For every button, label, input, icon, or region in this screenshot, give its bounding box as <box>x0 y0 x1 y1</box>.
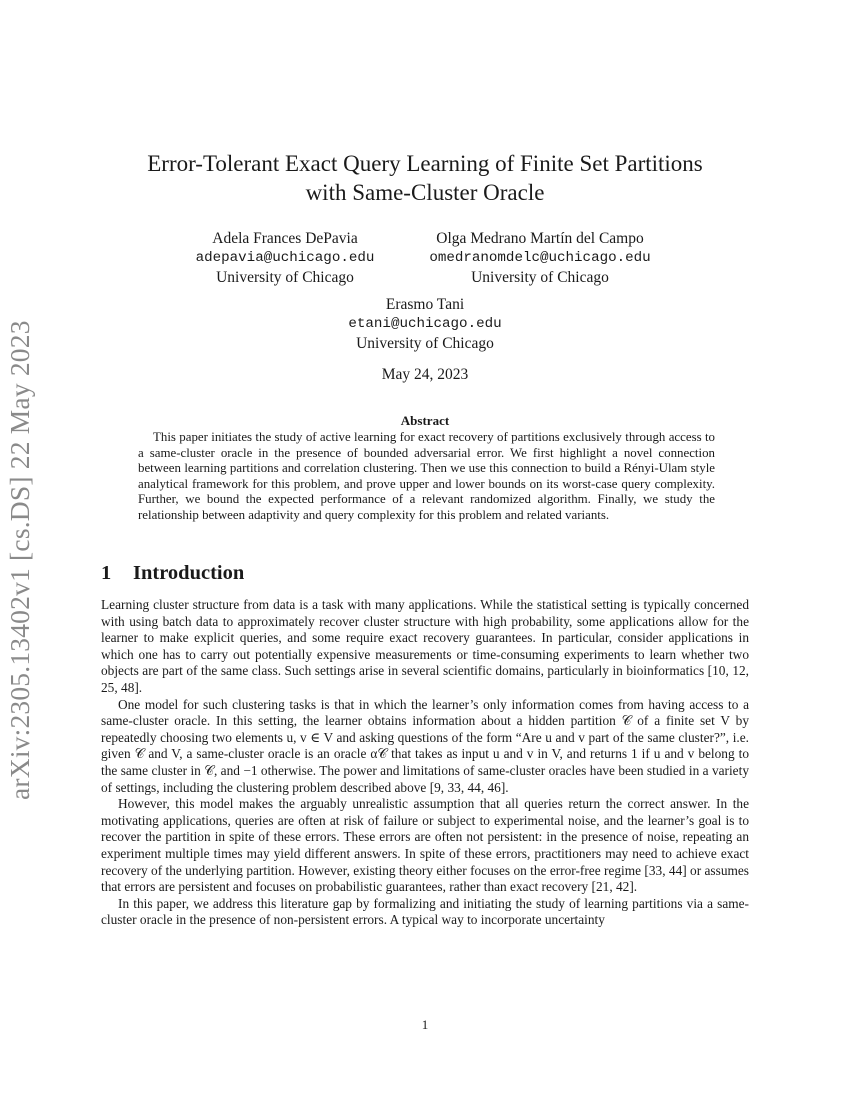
abstract-heading: Abstract <box>400 413 450 428</box>
paper-date: May 24, 2023 <box>381 366 469 383</box>
author-affiliation: University of Chicago <box>356 335 494 352</box>
author-name: Erasmo Tani <box>385 296 465 313</box>
title-line-2: with Same-Cluster Oracle <box>305 180 545 205</box>
arxiv-stamp: arXiv:2305.13402v1 [cs.DS] 22 May 2023 <box>4 320 35 800</box>
section-number: 1 <box>101 562 112 584</box>
author-email[interactable]: adepavia@uchicago.edu <box>195 249 375 266</box>
section-heading <box>101 562 244 585</box>
author-affiliation: University of Chicago <box>216 269 354 286</box>
title-line-1: Error-Tolerant Exact Query Learning of Finite Set Partitions <box>147 151 703 176</box>
abstract-text: This paper initiates the study of active learning for exact recovery of partitions exclusively through access to a same-cluster oracle in the presence of bounded adversarial error. We first highlight a novel connection between learning partitions and correlation clustering. Then we use this connection to build a Rényi-Ulam style analytical framework for this problem, and prove upper and lower bounds on its worst-case query complexity. Further, we bound the expected performance of a relevant randomized algorithm. Finally, we study the relationship between adaptivity and query complexity for this problem and related variants. <box>138 430 715 522</box>
author-email[interactable]: etani@uchicago.edu <box>348 315 502 332</box>
paper-title <box>100 149 750 207</box>
paragraph: Learning cluster structure from data is a task with many applications. While the statistical setting is typically concerned with using batch data to approximately recover cluster structure with high probability, some applications allow for the learner to make explicit queries, and some require exact recovery guarantees. In particular, consider applications in which one has to carry out potentially expensive measurements or time-consuming experiments to learn whether two objects are part of the same class. Such settings arise in several scientific domains, particularly in bioinformatics [10, 12, 25, 48]. <box>101 597 749 695</box>
author-email[interactable]: omedranomdelc@uchicago.edu <box>429 249 651 266</box>
paragraph: One model for such clustering tasks is that in which the learner’s only information comes from having access to a same-cluster oracle. In this setting, the learner obtains information about a hidden partition 𝒞 of a finite set V by repeatedly choosing two elements u, v ∈ V and asking questions of the form “Are u and v part of the same cluster?”, i.e. given 𝒞 and V, a same-cluster oracle is an oracle α𝒞 that takes as input u and v in V, and returns 1 if u and v belong to the same cluster in 𝒞, and −1 otherwise. The power and limitations of same-cluster oracles have been studied in a variety of settings, including the clustering problem described above [9, 33, 44, 46]. <box>101 696 749 795</box>
paragraph: However, this model makes the arguably unrealistic assumption that all queries return the correct answer. In the motivating applications, queries are often at risk of failure or subject to experimental noise, and the learner’s goal is to recover the partition in spite of these errors. These errors are often not persistent: in the presence of noise, repeating an experiment multiple times may yield different answers. In spite of these errors, practitioners may need to achieve exact recovery of the underlying partition. However, existing theory either focuses on the error-free regime [33, 44] or assumes that errors are persistent and focuses on probabilistic guarantees, rather than exact recovery [21, 42]. <box>101 796 749 895</box>
paragraph: In this paper, we address this literature gap by formalizing and initiating the study of learning partitions via a same-cluster oracle in the presence of non-persistent errors. A typical way to incorporate uncertainty <box>101 895 749 928</box>
author-block-2 <box>400 229 680 288</box>
author-name: Olga Medrano Martín del Campo <box>436 230 644 247</box>
author-block-3 <box>325 295 525 354</box>
page-number: 1 <box>421 1017 429 1032</box>
author-name: Adela Frances DePavia <box>212 230 358 247</box>
author-block-1 <box>180 229 390 288</box>
author-affiliation: University of Chicago <box>471 269 609 286</box>
body-text <box>101 597 749 929</box>
section-title: Introduction <box>133 562 245 584</box>
